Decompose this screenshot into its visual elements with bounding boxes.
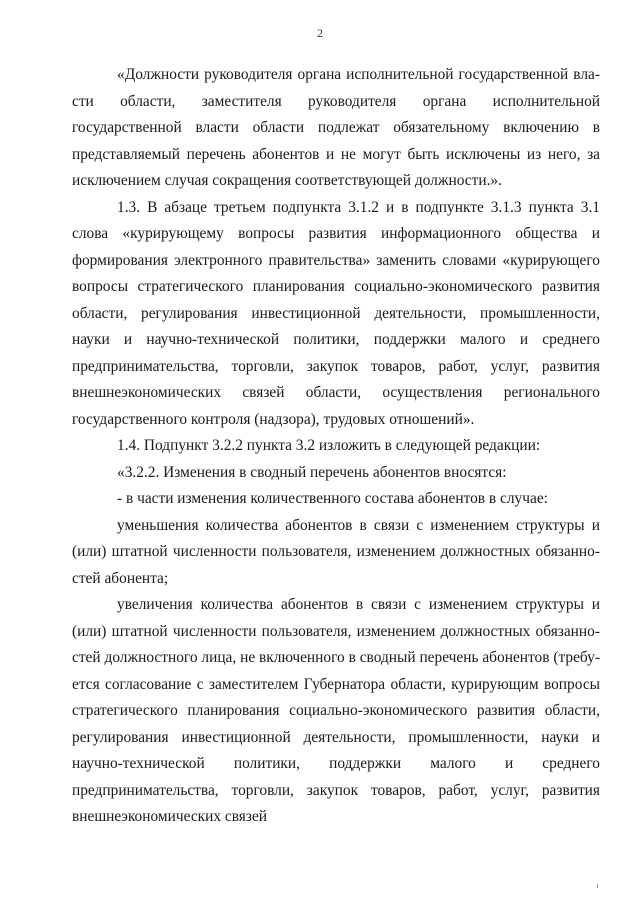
paragraph-1-4: 1.4. Подпункт 3.2.2 пункта 3.2 изложить в следующей редакции: <box>117 437 541 454</box>
paragraph-increase: увеличения количества абонентов в связи с изменением структуры и (или) штатной численности пользователя, изменением должностных обязанностей должностного лица, не включенного в сводный перечень абонентов (требуется согласование с заместителем Губернатора области, курирующим вопросы стратегического планирования социально-экономического развития области, регулирования инвестиционной деятельности, промышленности, науки и научно-технической политики, поддержки малого и среднего предпринимательства, торговли, закупок товаров, работ, услуг, развития внешнеэкономических связей <box>72 596 600 825</box>
page-number: 2 <box>317 26 323 40</box>
paragraph-quantity-change: - в части изменения количественного состава абонентов в случае: <box>117 490 548 507</box>
scan-mark <box>597 884 598 888</box>
paragraph-3-2-2: «3.2.2. Изменения в сводный перечень абонентов вносятся: <box>117 463 507 481</box>
paragraph-quoted-positions: «Должности руководителя органа исполнительной государственной власти области, заместителя руководителя органа исполнительной государственной власти области подлежат обязательному включению в представляемый перечень абонентов и не могут быть исключены из него, за исключением случая сокращения соответствующей должности.». <box>72 66 600 189</box>
document-body <box>72 62 600 831</box>
paragraph-decrease: уменьшения количества абонентов в связи с изменением структуры и (или) штатной численности пользователя, изменением должностных обязанностей абонента; <box>72 516 600 587</box>
paragraph-1-3: 1.3. В абзаце третьем подпункта 3.1.2 и в подпункте 3.1.3 пункта 3.1 слова «курирующему вопросы развития информационного общества и формирования электронного правительства» заменить словами «курирующего вопросы стратегического планирования социально-экономического развития области, регулирования инвестиционной деятельности, промышленности, науки и научно-технической политики, поддержки малого и среднего предпринимательства, торговли, закупок товаров, работ, услуг, развития внешнеэкономических связей области, осуществления регионального государственного контроля (надзора), трудовых отношений». <box>72 198 600 428</box>
